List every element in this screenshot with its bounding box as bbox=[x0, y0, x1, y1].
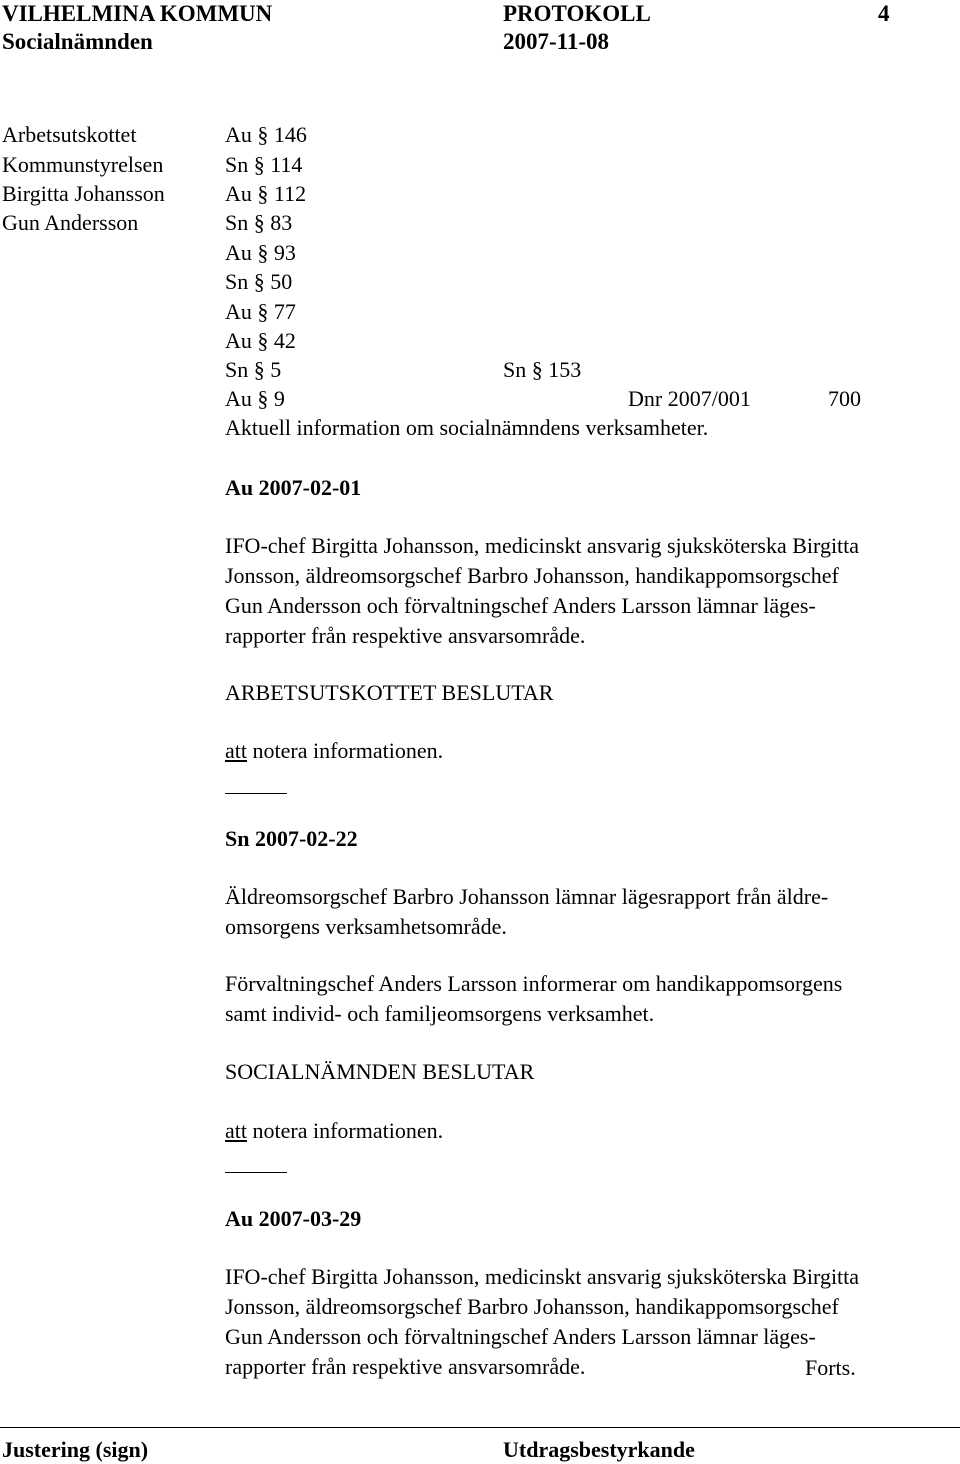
continued-marker: Forts. bbox=[805, 1355, 856, 1380]
body-line: rapporter från respektive ansvarsområde. bbox=[225, 623, 586, 648]
paragraph-reference: Au § 9 bbox=[225, 386, 285, 411]
diary-code: 700 bbox=[828, 386, 861, 411]
section-heading-sn: Sn 2007-02-22 bbox=[225, 826, 358, 851]
recipient-name: Gun Andersson bbox=[2, 210, 139, 235]
section-2-paragraph-1 bbox=[225, 882, 828, 942]
decision-rest: notera informationen. bbox=[247, 1118, 444, 1143]
committee-name: Socialnämnden bbox=[2, 29, 153, 54]
paragraph-reference: Sn § 114 bbox=[225, 152, 303, 177]
body-line: Jonsson, äldreomsorgschef Barbro Johansson, handikappomsorgschef bbox=[225, 563, 839, 588]
decision-heading: ARBETSUTSKOTTET BESLUTAR bbox=[225, 680, 554, 705]
municipality-name: VILHELMINA KOMMUN bbox=[2, 1, 273, 26]
section-heading-au-1: Au 2007-02-01 bbox=[225, 475, 362, 500]
footer-signature-label: Justering (sign) bbox=[2, 1437, 149, 1462]
page-number: 4 bbox=[878, 1, 890, 26]
body-line: samt individ- och familjeomsorgens verksamhet. bbox=[225, 1001, 655, 1026]
decision-rest: notera informationen. bbox=[247, 738, 444, 763]
paragraph-reference: Au § 112 bbox=[225, 181, 307, 206]
paragraph-reference: Au § 146 bbox=[225, 122, 307, 147]
paragraph-reference: Sn § 50 bbox=[225, 269, 293, 294]
diary-number: Dnr 2007/001 bbox=[628, 386, 751, 411]
document-type: PROTOKOLL bbox=[503, 1, 651, 26]
section-divider bbox=[225, 793, 287, 794]
section-heading-au-2: Au 2007-03-29 bbox=[225, 1206, 362, 1231]
paragraph-reference: Au § 77 bbox=[225, 299, 296, 324]
section-3-body bbox=[225, 1262, 859, 1382]
decision-heading: SOCIALNÄMNDEN BESLUTAR bbox=[225, 1059, 535, 1084]
paragraph-reference: Au § 42 bbox=[225, 328, 296, 353]
paragraph-reference: Au § 93 bbox=[225, 240, 296, 265]
body-line: Jonsson, äldreomsorgschef Barbro Johansson, handikappomsorgschef bbox=[225, 1294, 839, 1319]
section-paragraph-number: Sn § 153 bbox=[503, 357, 582, 382]
section-divider bbox=[225, 1172, 287, 1173]
body-line: Gun Andersson och förvaltningschef Anders Larsson lämnar läges- bbox=[225, 593, 816, 618]
paragraph-reference: Sn § 5 bbox=[225, 357, 282, 382]
section-1-body bbox=[225, 531, 859, 651]
recipient-name: Kommunstyrelsen bbox=[2, 152, 164, 177]
recipient-name: Birgitta Johansson bbox=[2, 181, 165, 206]
subject-line: Aktuell information om socialnämndens verksamheter. bbox=[225, 415, 709, 440]
att-keyword: att bbox=[225, 738, 247, 763]
body-line: rapporter från respektive ansvarsområde. bbox=[225, 1354, 586, 1379]
footer-rule bbox=[0, 1427, 960, 1428]
decision-text bbox=[225, 740, 443, 762]
paragraph-reference: Sn § 83 bbox=[225, 210, 293, 235]
body-line: Förvaltningschef Anders Larsson informerar om handikappomsorgens bbox=[225, 971, 843, 996]
footer-certification-label: Utdragsbestyrkande bbox=[503, 1437, 695, 1462]
body-line: Gun Andersson och förvaltningschef Anders Larsson lämnar läges- bbox=[225, 1324, 816, 1349]
section-2-paragraph-2 bbox=[225, 969, 842, 1029]
protocol-date: 2007-11-08 bbox=[503, 29, 610, 54]
recipient-name: Arbetsutskottet bbox=[2, 122, 137, 147]
att-keyword: att bbox=[225, 1118, 247, 1143]
body-line: omsorgens verksamhetsområde. bbox=[225, 914, 507, 939]
body-line: Äldreomsorgschef Barbro Johansson lämnar lägesrapport från äldre- bbox=[225, 884, 829, 909]
decision-text bbox=[225, 1120, 443, 1142]
body-line: IFO-chef Birgitta Johansson, medicinskt ansvarig sjuksköterska Birgitta bbox=[225, 533, 860, 558]
body-line: IFO-chef Birgitta Johansson, medicinskt ansvarig sjuksköterska Birgitta bbox=[225, 1264, 860, 1289]
